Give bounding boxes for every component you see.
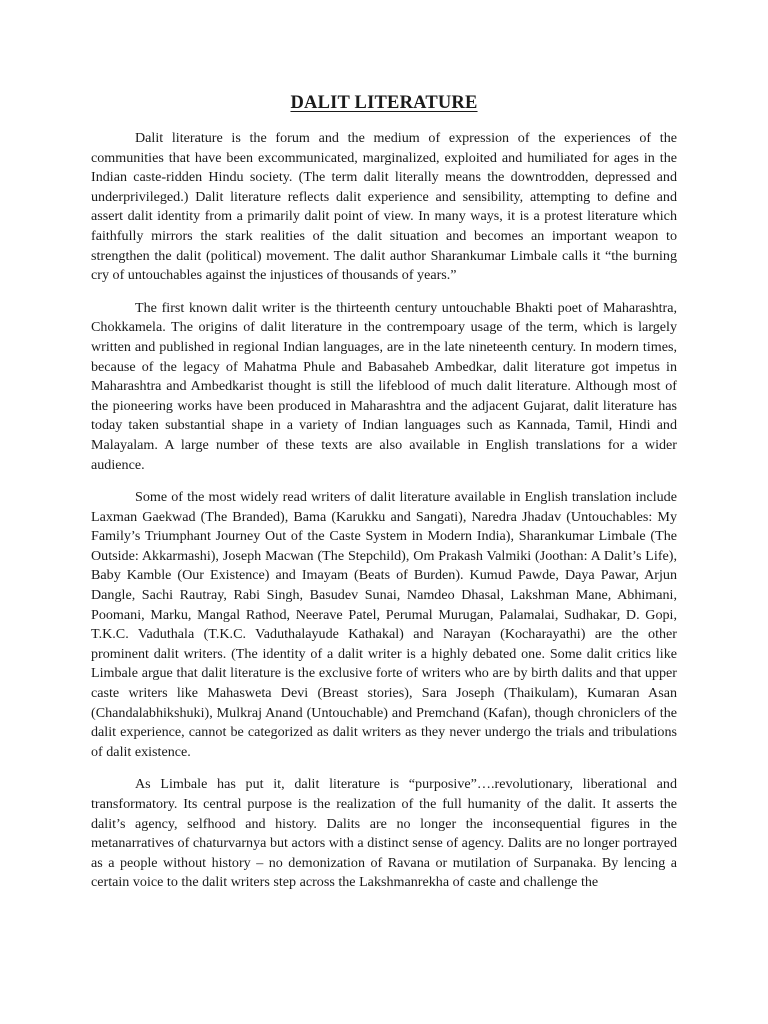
- document-page: [91, 88, 677, 906]
- document-title: DALIT LITERATURE: [290, 93, 478, 113]
- paragraph-2: The first known dalit writer is the thirteenth century untouchable Bhakti poet of Maharashtra, Chokkamela. The origins of dalit literature in the contrempoary usage of the term, which is largely written and published in regional Indian languages, are in the late nineteenth century. In modern times, because of the legacy of Mahatma Phule and Babasaheb Ambedkar, dalit literature got impetus in Maharashtra and Ambedkarist thought is still the lifeblood of much dalit literature. Although most of the pioneering works have been produced in Maharashtra and the adjacent Gujarat, dalit literature has today taken substantial shape in a variety of Indian languages such as Kannada, Tamil, Hindi and Malayalam. A large number of these texts are also available in English translations for a wider audience.: [91, 299, 677, 473]
- paragraph-1: Dalit literature is the forum and the medium of expression of the experiences of the communities that have been excommunicated, marginalized, exploited and humiliated for ages in the Indian caste-ridden Hindu society. (The term dalit literally means the downtrodden, depressed and underprivileged.) Dalit literature reflects dalit experience and sensibility, attempting to define and assert dalit identity from a primarily dalit point of view. In many ways, it is a protest literature which faithfully mirrors the stark realities of the dalit situation and becomes an important weapon to strengthen the dalit (political) movement. The dalit author Sharankumar Limbale calls it “the burning cry of untouchables against the injustices of thousands of years.”: [91, 130, 677, 284]
- paragraph-3: Some of the most widely read writers of dalit literature available in English translation include Laxman Gaekwad (The Branded), Bama (Karukku and Sangati), Naredra Jhadav (Untouchables: My Family’s Triumphant Journey Out of the Caste System in Modern India), Sharankumar Limbale (The Outside: Akkarmashi), Joseph Macwan (The Stepchild), Om Prakash Valmiki (Joothan: A Dalit’s Life), Baby Kamble (Our Existence) and Imayam (Beats of Burden). Kumud Pawde, Daya Pawar, Arjun Dangle, Sachi Rautray, Rabi Singh, Basudev Sunai, Namdeo Dhasal, Lakshman Mane, Abhimani, Poomani, Marku, Mangal Rathod, Neerave Patel, Perumal Murugan, Palamalai, Sudhakar, D. Gopi, T.K.C. Vaduthala (T.K.C. Vaduthalayude Kathakal) and Narayan (Kocharayathi) are the other prominent dalit writers. (The identity of a dalit writer is a highly debated one. Some dalit critics like Limbale argue that dalit literature is the exclusive forte of writers who are by birth dalits and that upper caste writers like Mahasweta Devi (Breast stories), Sara Joseph (Thaikulam), Kumaran Asan (Chandalabhikshuki), Mulkraj Anand (Untouchable) and Premchand (Kafan), though chroniclers of the dalit experience, cannot be categorized as dalit writers as they never undergo the trials and tribulations of dalit existence.: [91, 489, 677, 760]
- paragraph-4: As Limbale has put it, dalit literature is “purposive”….revolutionary, liberational and transformatory. Its central purpose is the realization of the full humanity of the dalit. It asserts the dalit’s agency, selfhood and history. Dalits are no longer the inconsequential figures in the metanarratives of chaturvarnya but actors with a distinct sense of agency. Dalits are no longer portrayed as a people without history – no demonization of Ravana or mutilation of Surpanaka. By lencing a certain voice to the dalit writers step across the Lakshmanrekha of caste and challenge the: [91, 776, 677, 891]
